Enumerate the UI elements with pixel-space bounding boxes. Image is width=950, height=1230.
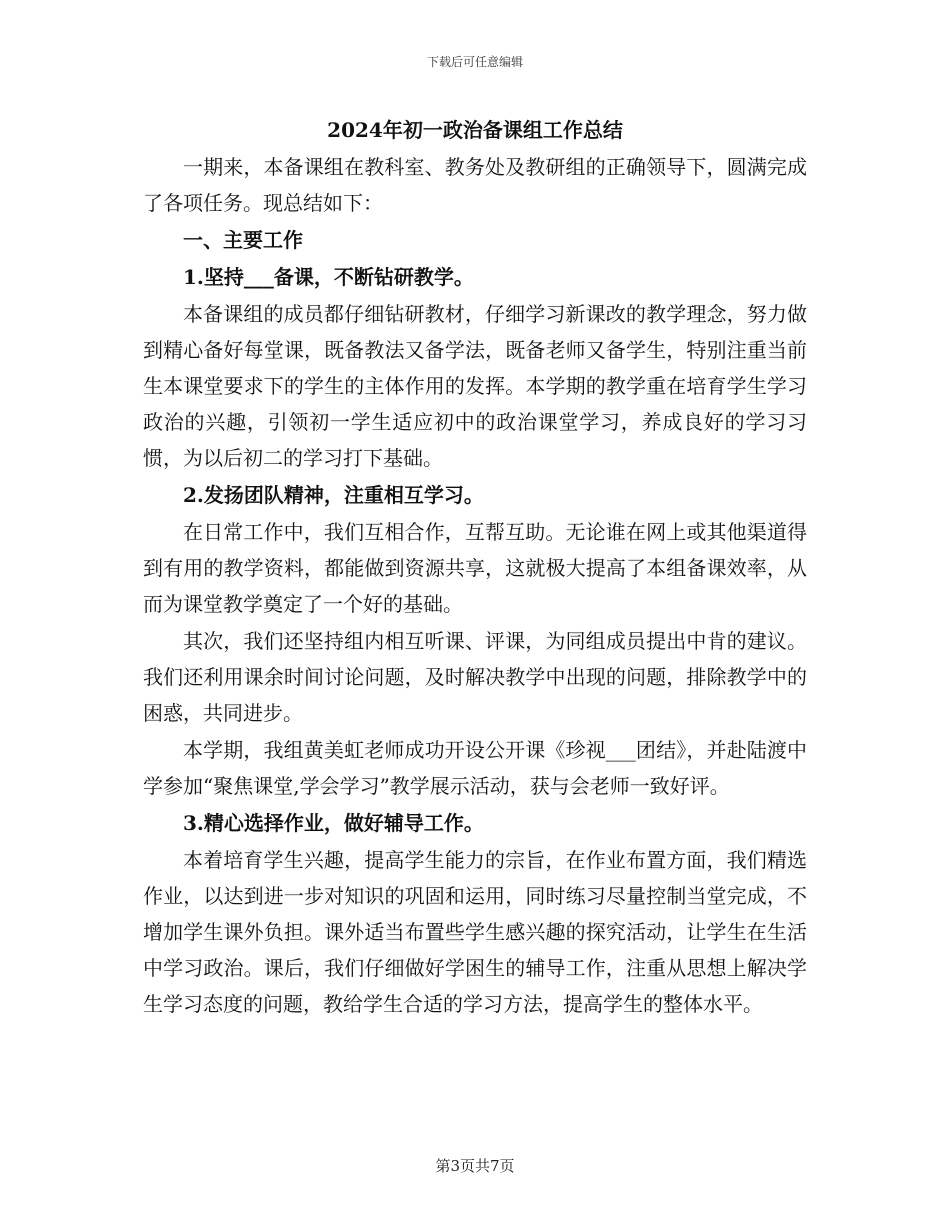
item2-paragraph-1: 在日常工作中，我们互相合作，互帮互助。无论谁在网上或其他渠道得到有用的教学资料，都能做到资源共享，这就极大提高了本组备课效率，从而为课堂教学奠定了一个好的基础。: [143, 520, 807, 616]
page-indicator: 第3页共7页: [435, 1157, 515, 1175]
item1-paragraph: 本备课组的成员都仔细钻研教材，仔细学习新课改的教学理念，努力做到精心备好每堂课，既备教法又备学法，既备老师又备学生，特别注重当前生本课堂要求下的学生的主体作用的发挥。本学期的教学重在培育学生学习政治的兴趣，引领初一学生适应初中的政治课堂学习，养成良好的学习习惯，为以后初二的学习打下基础。: [143, 302, 807, 470]
document-body: [143, 112, 807, 1023]
item3-paragraph: 本着培育学生兴趣，提高学生能力的宗旨，在作业布置方面，我们精选作业，以达到进一步对知识的巩固和运用，同时练习尽量控制当堂完成，不增加学生课外负担。课外适当布置些学生感兴趣的探究活动，让学生在生活中学习政治。课后，我们仔细做好学困生的辅导工作，注重从思想上解决学生学习态度的问题，教给学生合适的学习方法，提高学生的整体水平。: [143, 848, 807, 1016]
item2-heading: 2.发扬团队精神，注重相互学习。: [183, 483, 484, 507]
document-title: 2024年初一政治备课组工作总结: [327, 118, 623, 142]
item2-paragraph-2: 其次，我们还坚持组内相互听课、评课，为同组成员提出中肯的建议。我们还利用课余时间讨论问题，及时解决教学中出现的问题，排除教学中的困惑，共同进步。: [143, 629, 807, 725]
intro-paragraph: 一期来，本备课组在教科室、教务处及教研组的正确领导下，圆满完成了各项任务。现总结如下：: [143, 155, 807, 215]
header-note: 下载后可任意编辑: [426, 55, 523, 69]
item2-paragraph-3: 本学期，我组黄美虹老师成功开设公开课《珍视___团结》，并赴陆渡中学参加“聚焦课堂,学会学习”教学展示活动，获与会老师一致好评。: [143, 738, 807, 798]
item3-heading: 3.精心选择作业，做好辅导工作。: [183, 811, 484, 835]
section-heading: 一、主要工作: [183, 228, 303, 252]
item1-heading: 1.坚持___备课，不断钻研教学。: [183, 265, 474, 289]
